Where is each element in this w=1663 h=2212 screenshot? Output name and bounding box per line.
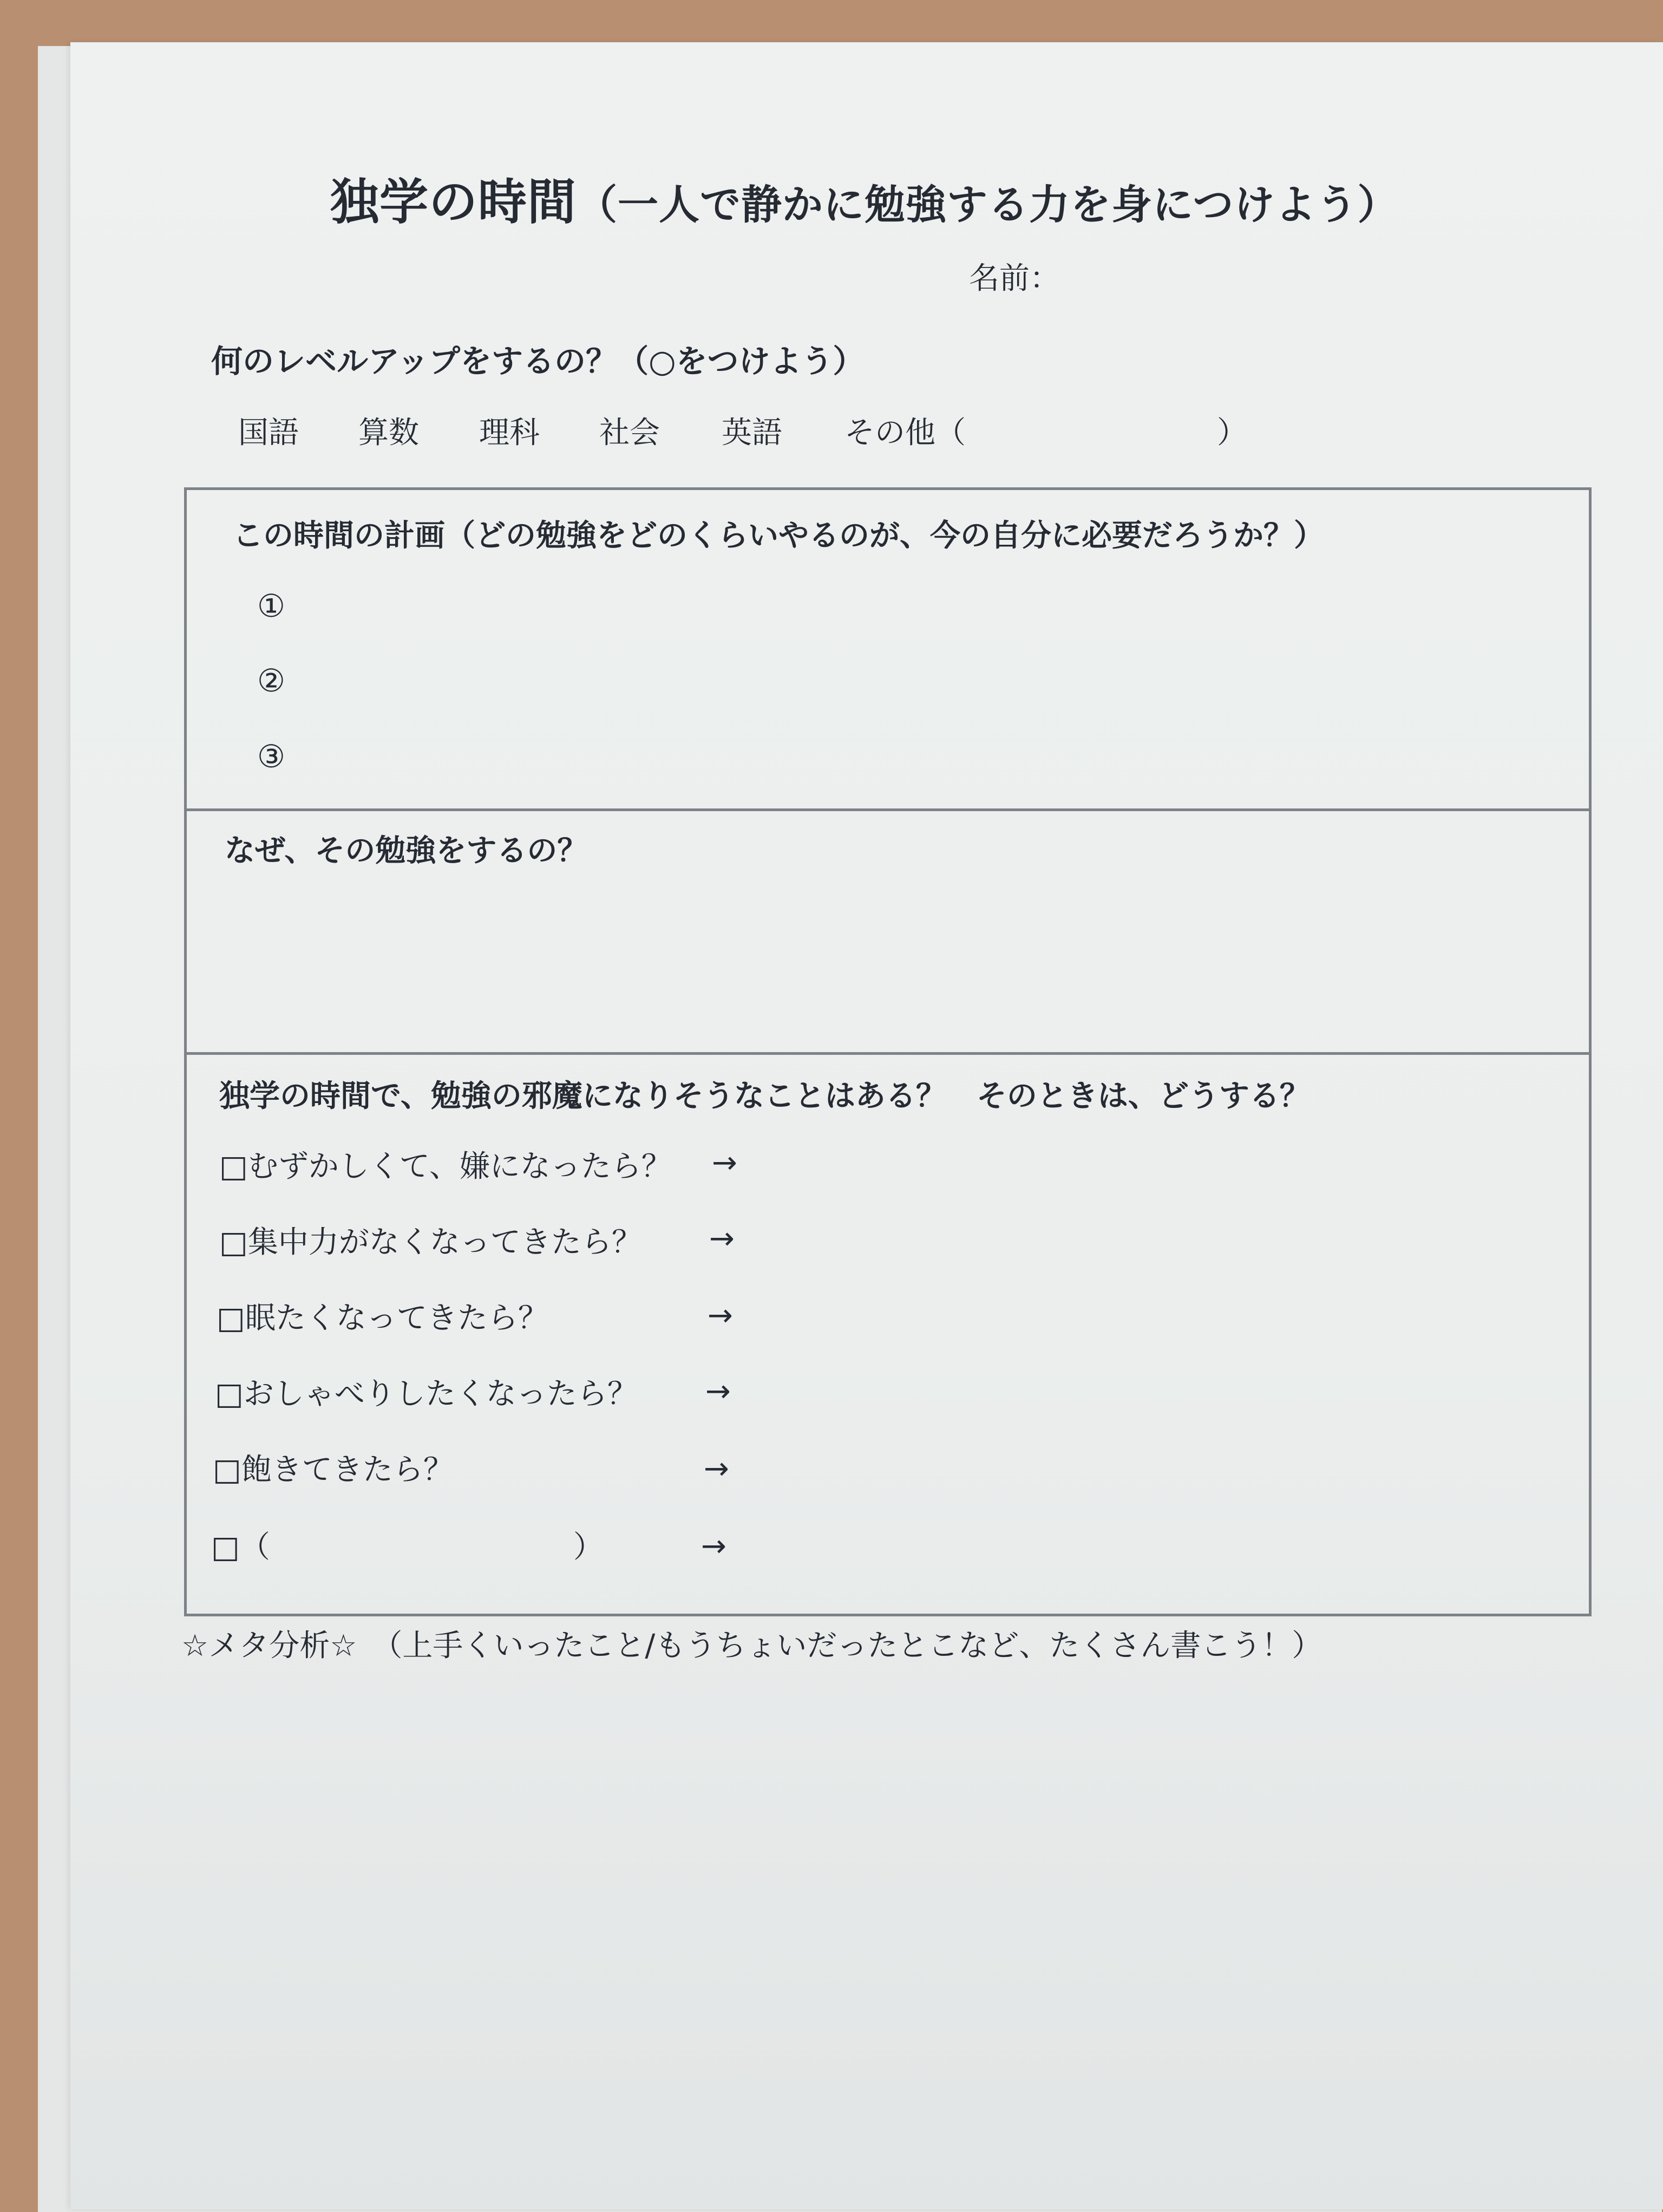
arrow-icon: → — [712, 1145, 737, 1180]
subject-option-shakai[interactable]: 社会 — [599, 415, 660, 451]
worksheet-table — [184, 487, 1592, 1616]
meta-analysis-heading: ☆メタ分析☆ （上手くいったこと/もうちょいだったとこなど、たくさん書こう！） — [181, 1628, 1322, 1663]
plan-item-3[interactable]: ③ — [257, 738, 285, 775]
arrow-icon: → — [704, 1451, 729, 1486]
arrow-icon: → — [705, 1374, 731, 1409]
subject-options — [238, 409, 1299, 452]
worksheet-title — [330, 162, 1521, 233]
obstacle-item-difficult[interactable]: □むずかしくて、嫌になったら？ — [219, 1149, 672, 1184]
obstacle-item-chatty[interactable]: □おしゃべりしたくなったら？ — [215, 1376, 638, 1412]
divider — [187, 1052, 1589, 1055]
arrow-icon: → — [701, 1529, 726, 1564]
plan-section-title: この時間の計画（どの勉強をどのくらいやるのが、今の自分に必要だろうか？） — [233, 518, 1324, 553]
why-section-title: なぜ、その勉強をするの？ — [225, 833, 588, 869]
obstacle-item-focus[interactable]: □集中力がなくなってきたら？ — [219, 1225, 642, 1260]
plan-item-1[interactable]: ① — [257, 588, 285, 624]
subject-option-rika[interactable]: 理科 — [479, 415, 540, 451]
name-field-label: 名前： — [969, 261, 1060, 296]
obstacle-item-bored[interactable]: □飽きてきたら？ — [213, 1452, 454, 1487]
obstacle-item-sleepy[interactable]: □眠たくなってきたら？ — [217, 1301, 548, 1336]
subject-option-sansu[interactable]: 算数 — [358, 415, 419, 451]
arrow-icon: → — [709, 1221, 735, 1256]
plan-item-2[interactable]: ② — [257, 662, 285, 699]
title-subtitle: （一人で静かに勉強する力を身につけよう） — [577, 181, 1399, 229]
obstacle-item-custom[interactable]: □（ ） — [211, 1530, 604, 1565]
arrow-icon: → — [708, 1298, 733, 1333]
title-main: 独学の時間 — [330, 174, 577, 231]
subject-question: 何のレベルアップをするの？（○をつけよう） — [211, 343, 865, 380]
other-close-paren: ） — [1217, 415, 1247, 451]
subject-option-other[interactable]: その他（ — [844, 415, 966, 451]
subject-option-eigo[interactable]: 英語 — [722, 415, 782, 451]
obstacles-section-title: 独学の時間で、勉強の邪魔になりそうなことはある？ そのときは、どうする？ — [219, 1079, 1310, 1114]
subject-option-kokugo[interactable]: 国語 — [238, 415, 299, 451]
divider — [187, 808, 1589, 811]
